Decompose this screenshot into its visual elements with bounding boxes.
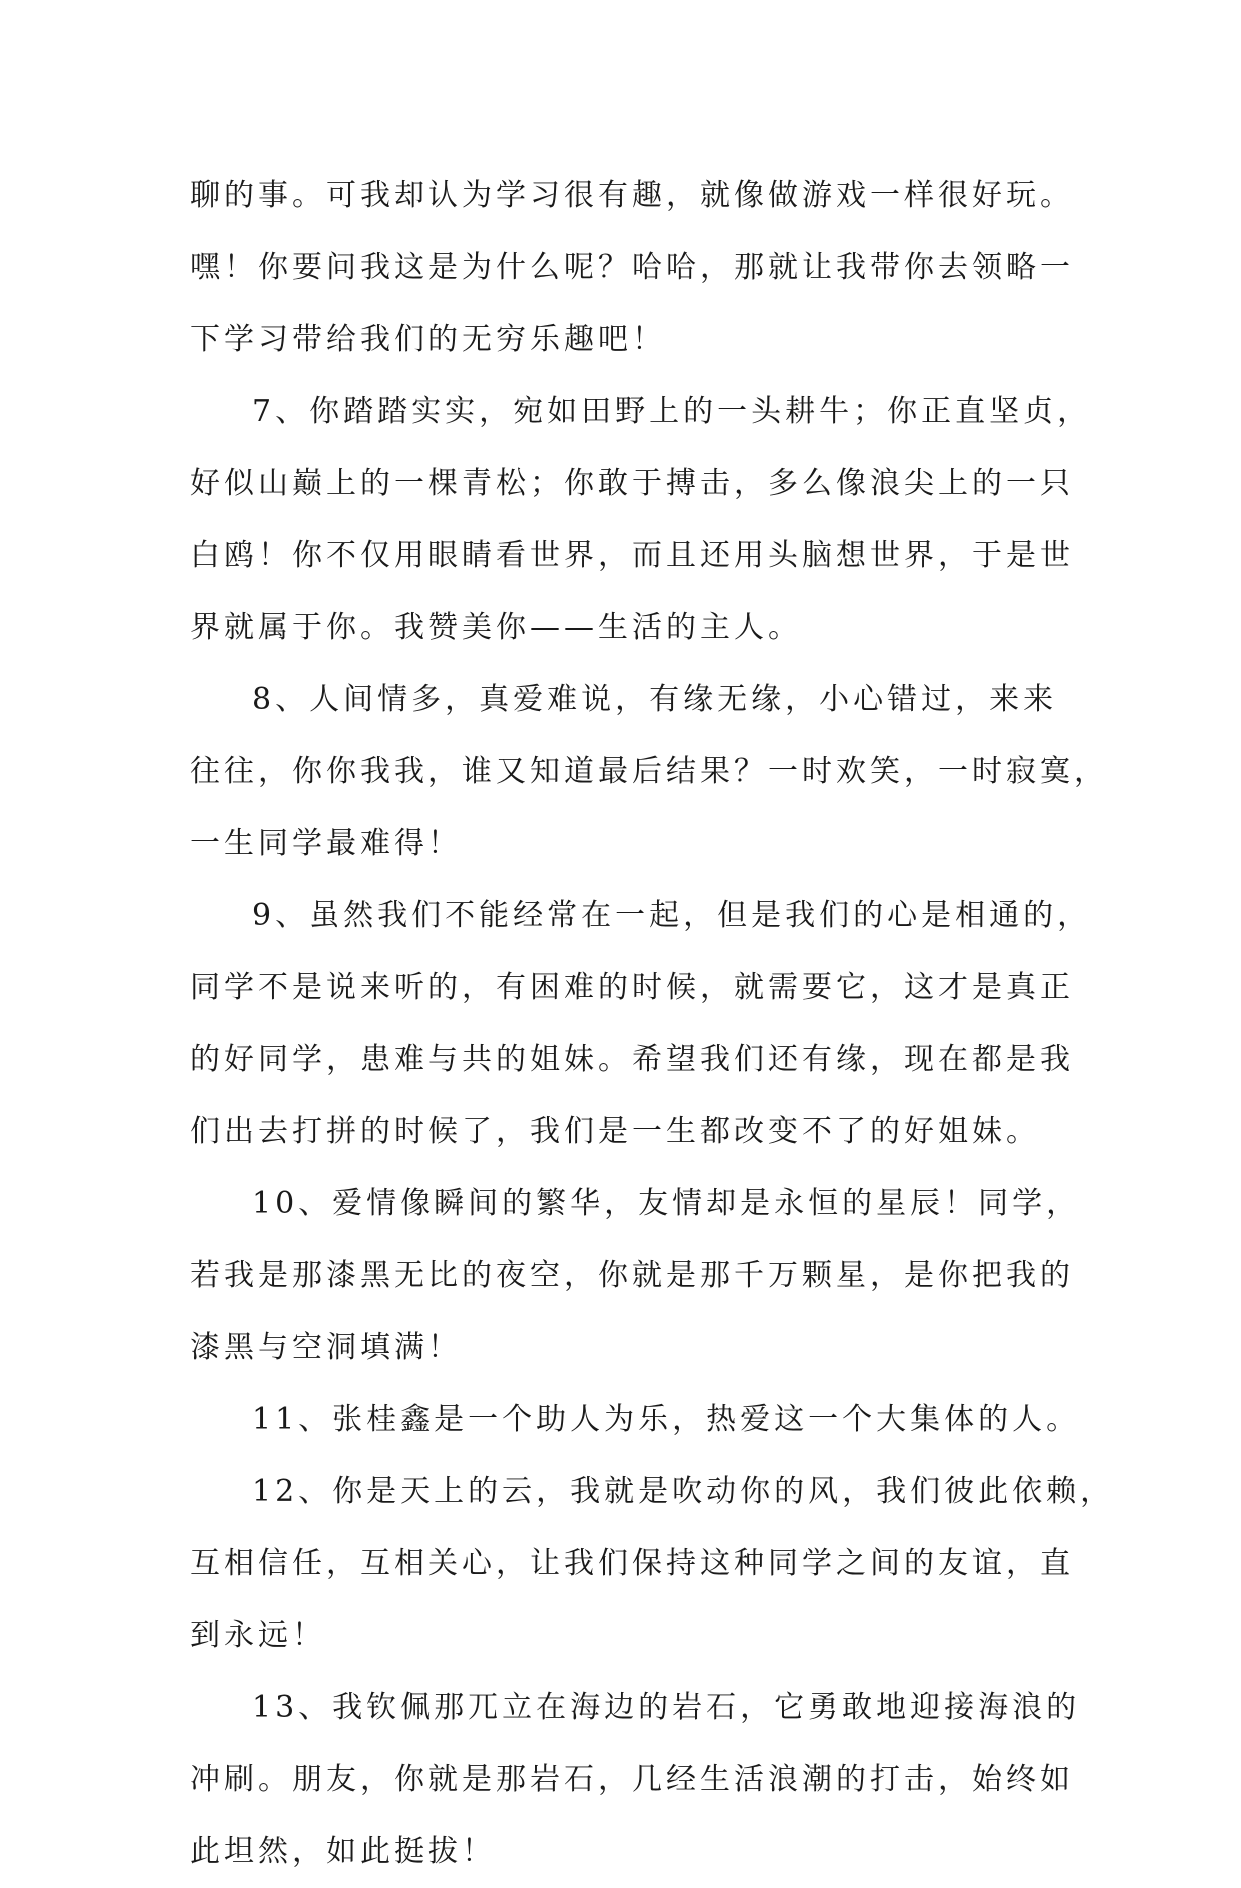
text-line: 同学不是说来听的，有困难的时候，就需要它，这才是真正	[190, 970, 1074, 1005]
text-line: 界就属于你。我赞美你——生活的主人。	[190, 610, 802, 645]
text-line: 互相信任，互相关心，让我们保持这种同学之间的友谊，直	[190, 1546, 1074, 1581]
text-line: 此坦然，如此挺拔！	[190, 1834, 496, 1869]
text-line: 聊的事。可我却认为学习很有趣，就像做游戏一样很好玩。	[190, 178, 1074, 213]
text-line: 到永远！	[190, 1618, 326, 1653]
text-line: 9、虽然我们不能经常在一起，但是我们的心是相通的，	[252, 898, 1092, 933]
text-line: 一生同学最难得！	[190, 826, 462, 861]
text-line: 们出去打拼的时候了，我们是一生都改变不了的好姐妹。	[190, 1114, 1040, 1149]
text-line: 下学习带给我们的无穷乐趣吧！	[190, 322, 666, 357]
text-line: 11、张桂鑫是一个助人为乐，热爱这一个大集体的人。	[252, 1402, 1081, 1437]
text-line: 白鸥！你不仅用眼睛看世界，而且还用头脑想世界，于是世	[190, 538, 1074, 573]
text-line: 12、你是天上的云，我就是吹动你的风，我们彼此依赖，	[252, 1474, 1115, 1509]
text-line: 8、人间情多，真爱难说，有缘无缘，小心错过，来来	[252, 682, 1058, 717]
text-line: 的好同学，患难与共的姐妹。希望我们还有缘，现在都是我	[190, 1042, 1074, 1077]
text-line: 好似山巅上的一棵青松；你敢于搏击，多么像浪尖上的一只	[190, 466, 1074, 501]
text-line: 冲刷。朋友，你就是那岩石，几经生活浪潮的打击，始终如	[190, 1762, 1074, 1797]
text-line: 嘿！你要问我这是为什么呢？哈哈，那就让我带你去领略一	[190, 250, 1074, 285]
text-line: 7、你踏踏实实，宛如田野上的一头耕牛；你正直坚贞，	[252, 394, 1092, 429]
text-line: 漆黑与空洞填满！	[190, 1330, 462, 1365]
document-body	[190, 160, 1115, 1888]
text-line: 10、爱情像瞬间的繁华，友情却是永恒的星辰！同学，	[252, 1186, 1081, 1221]
text-line: 若我是那漆黑无比的夜空，你就是那千万颗星，是你把我的	[190, 1258, 1074, 1293]
text-line: 往往，你你我我，谁又知道最后结果？一时欢笑，一时寂寞，	[190, 754, 1108, 789]
text-line: 13、我钦佩那兀立在海边的岩石，它勇敢地迎接海浪的	[252, 1690, 1081, 1725]
